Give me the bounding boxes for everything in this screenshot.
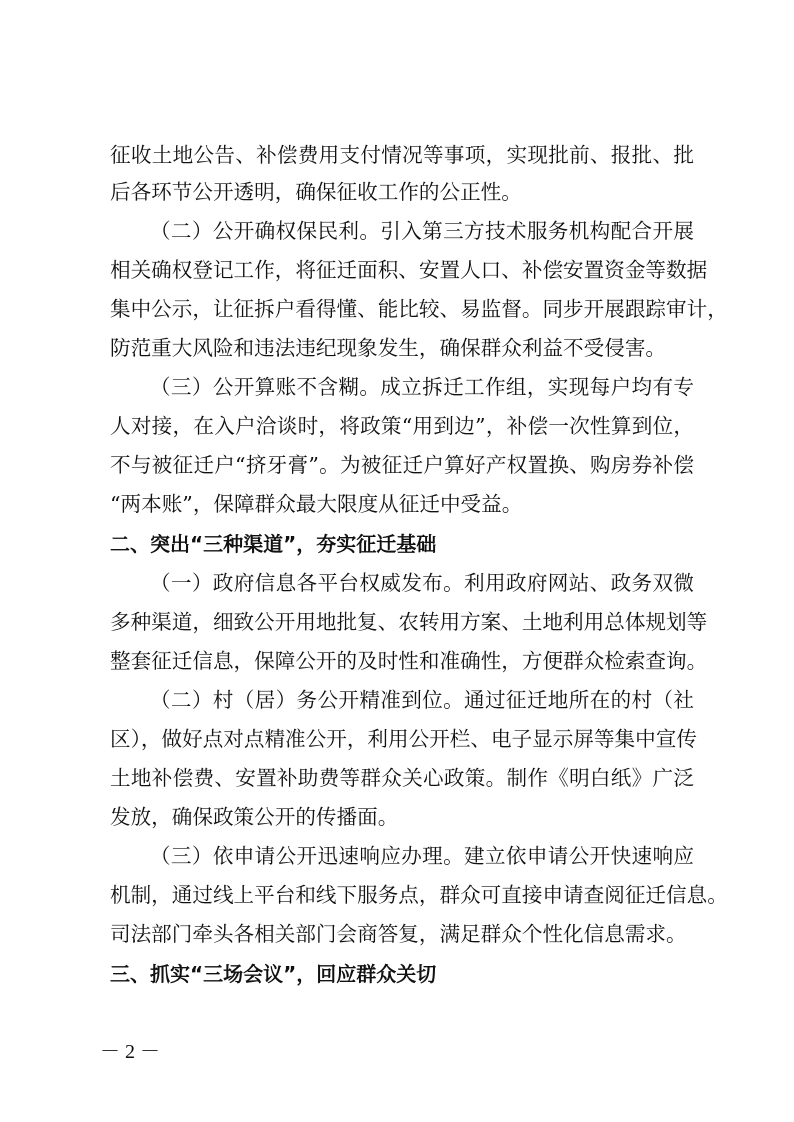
paragraph-line: （二）公开确权保民利。引入第三方技术服务机构配合开展: [150, 219, 694, 243]
paragraph-line: 发放，确保政策公开的传播面。: [110, 805, 399, 829]
section-heading: 二、突出“三种渠道”，夯实征迁基础: [110, 532, 437, 556]
paragraph-line: 区），做好点对点精准公开，利用公开栏、电子显示屏等集中宣传: [110, 727, 697, 751]
paragraph-line: 多种渠道，细致公开用地批复、农转用方案、土地利用总体规划等: [110, 610, 708, 634]
section-heading: 三、抓实“三场会议”，回应群众关切: [110, 962, 437, 986]
paragraph-line: 征收土地公告、补偿费用支付情况等事项，实现批前、报批、批: [110, 143, 694, 167]
paragraph-line: 防范重大风险和违法违纪现象发生，确保群众利益不受侵害。: [110, 336, 667, 360]
paragraph-line: 不与被征迁户“挤牙膏”。为被征迁户算好产权置换、购房券补偿: [110, 453, 694, 477]
paragraph-line: 整套征迁信息，保障公开的及时性和准确性，方便群众检索查询。: [110, 649, 708, 673]
paragraph-line: 后各环节公开透明，确保征收工作的公正性。: [110, 180, 522, 204]
paragraph-line: 集中公示，让征拆户看得懂、能比较、易监督。同步开展跟踪审计，: [110, 297, 728, 321]
paragraph-line: “两本账”，保障群众最大限度从征迁中受益。: [110, 492, 523, 516]
page-number: － 2 －: [100, 1041, 160, 1063]
paragraph-line: 司法部门牵头各相关部门会商答复，满足群众个性化信息需求。: [110, 922, 687, 946]
paragraph-line: 人对接，在入户洽谈时，将政策“用到边”，补偿一次性算到位，: [110, 414, 694, 438]
paragraph-line: 土地补偿费、安置补助费等群众关心政策。制作《明白纸》广泛: [110, 766, 694, 790]
paragraph-line: （二）村（居）务公开精准到位。通过征迁地所在的村（社: [150, 688, 694, 712]
paragraph-line: （三）依申请公开迅速响应办理。建立依申请公开快速响应: [150, 844, 694, 868]
paragraph-line: （三）公开算账不含糊。成立拆迁工作组，实现每户均有专: [150, 375, 694, 399]
paragraph-line: 相关确权登记工作，将征迁面积、安置人口、补偿安置资金等数据: [110, 258, 708, 282]
paragraph-line: （一）政府信息各平台权威发布。利用政府网站、政务双微: [150, 571, 694, 595]
paragraph-line: 机制，通过线上平台和线下服务点，群众可直接申请查阅征迁信息。: [110, 883, 728, 907]
